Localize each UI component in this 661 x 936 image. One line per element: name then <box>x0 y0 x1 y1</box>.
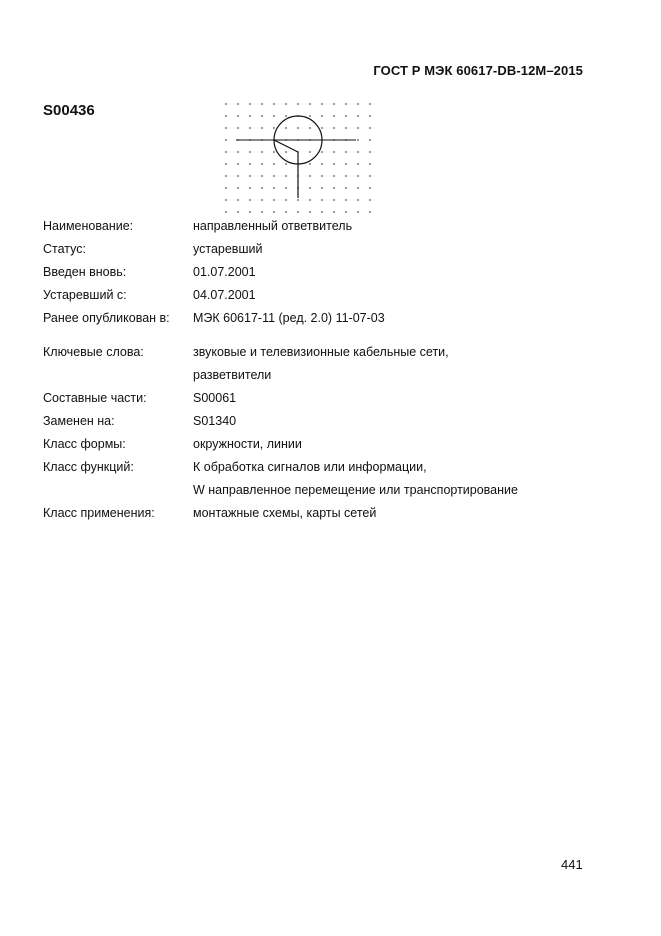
grid-dot <box>261 163 263 165</box>
field-label: Ранее опубликован в: <box>43 311 170 325</box>
grid-dot <box>225 151 227 153</box>
grid-dot <box>297 103 299 105</box>
grid-dot <box>345 115 347 117</box>
grid-dot <box>333 187 335 189</box>
grid-dot <box>273 127 275 129</box>
grid-dot <box>261 127 263 129</box>
grid-dot <box>285 211 287 213</box>
grid-dot <box>369 211 371 213</box>
grid-dot <box>309 127 311 129</box>
grid-dot <box>369 199 371 201</box>
grid-dot <box>285 199 287 201</box>
grid-dot <box>249 187 251 189</box>
grid-dot <box>261 115 263 117</box>
field-label: Ключевые слова: <box>43 345 144 359</box>
field-value: звуковые и телевизионные кабельные сети, <box>193 345 449 359</box>
grid-dot <box>249 211 251 213</box>
grid-dot <box>261 175 263 177</box>
field-label: Статус: <box>43 242 86 256</box>
grid-dot <box>237 163 239 165</box>
grid-dot <box>369 151 371 153</box>
grid-dot <box>249 151 251 153</box>
grid-dot <box>225 187 227 189</box>
grid-dot <box>321 103 323 105</box>
grid-dot <box>321 187 323 189</box>
grid-dot <box>237 103 239 105</box>
grid-dot <box>345 199 347 201</box>
field-value: устаревший <box>193 242 263 256</box>
grid-dot <box>345 151 347 153</box>
grid-dot <box>309 163 311 165</box>
grid-dot <box>321 211 323 213</box>
grid-dot <box>357 187 359 189</box>
grid-dot <box>309 187 311 189</box>
grid-dot <box>273 175 275 177</box>
grid-dot <box>237 199 239 201</box>
field-value-continuation: разветвители <box>193 368 272 382</box>
grid-dot <box>357 127 359 129</box>
grid-dot <box>273 163 275 165</box>
symbol-diagonal-line <box>274 140 298 152</box>
grid-dot <box>285 163 287 165</box>
grid-dot <box>333 199 335 201</box>
grid-dot <box>345 127 347 129</box>
grid-dot <box>333 115 335 117</box>
grid-dot <box>333 175 335 177</box>
grid-dot <box>225 175 227 177</box>
grid-dot <box>333 211 335 213</box>
grid-dot <box>357 199 359 201</box>
grid-dot <box>369 103 371 105</box>
grid-dot <box>237 187 239 189</box>
grid-dot <box>225 163 227 165</box>
grid-dot <box>237 211 239 213</box>
field-value: S00061 <box>193 391 237 405</box>
grid-dot <box>285 127 287 129</box>
grid-dot <box>237 175 239 177</box>
grid-dot <box>249 199 251 201</box>
grid-dot <box>237 151 239 153</box>
grid-dot <box>249 103 251 105</box>
grid-dot <box>285 103 287 105</box>
grid-dot <box>249 163 251 165</box>
grid-dot <box>345 163 347 165</box>
grid-dot <box>345 103 347 105</box>
field-value: монтажные схемы, карты сетей <box>193 506 377 520</box>
grid-dot <box>333 103 335 105</box>
grid-dot <box>333 127 335 129</box>
grid-dot <box>309 151 311 153</box>
grid-dot <box>309 103 311 105</box>
grid-dot <box>321 175 323 177</box>
grid-dot <box>225 103 227 105</box>
grid-dot <box>297 199 299 201</box>
field-label: Класс формы: <box>43 437 126 451</box>
grid-dot <box>345 187 347 189</box>
document-header: ГОСТ Р МЭК 60617-DB-12M–2015 <box>373 63 583 78</box>
grid-dot <box>237 127 239 129</box>
grid-dot <box>357 151 359 153</box>
grid-dot <box>261 151 263 153</box>
grid-dot <box>273 103 275 105</box>
grid-dot <box>225 199 227 201</box>
grid-dot <box>345 211 347 213</box>
grid-dot <box>261 199 263 201</box>
field-value: 01.07.2001 <box>193 265 256 279</box>
grid-dot <box>321 127 323 129</box>
grid-dot <box>321 151 323 153</box>
grid-dot <box>321 199 323 201</box>
grid-dot <box>321 115 323 117</box>
grid-dot <box>357 103 359 105</box>
grid-dot <box>273 151 275 153</box>
page-number: 441 <box>561 857 583 872</box>
symbol-code: S00436 <box>43 102 95 119</box>
grid-dot <box>297 211 299 213</box>
field-value-continuation: W направленное перемещение или транспортирование <box>193 483 518 497</box>
field-label: Наименование: <box>43 219 134 233</box>
grid-dot <box>369 175 371 177</box>
field-value: направленный ответвитель <box>193 219 353 233</box>
field-value: окружности, линии <box>193 437 302 451</box>
grid-dot <box>333 163 335 165</box>
grid-dot <box>249 127 251 129</box>
grid-dot <box>285 175 287 177</box>
grid-dot <box>285 187 287 189</box>
grid-dot <box>357 115 359 117</box>
field-value: 04.07.2001 <box>193 288 256 302</box>
grid-dot <box>225 127 227 129</box>
grid-dot <box>261 187 263 189</box>
grid-dot <box>309 199 311 201</box>
field-label: Устаревший с: <box>43 288 127 302</box>
grid-dot <box>261 211 263 213</box>
grid-dot <box>273 115 275 117</box>
field-label: Введен вновь: <box>43 265 127 279</box>
grid-dot <box>249 175 251 177</box>
field-value: МЭК 60617-11 (ред. 2.0) 11-07-03 <box>193 311 385 325</box>
grid-dot <box>225 139 227 141</box>
grid-dot <box>369 127 371 129</box>
field-label: Класс применения: <box>43 506 155 520</box>
grid-dot <box>333 151 335 153</box>
grid-dot <box>225 211 227 213</box>
grid-dot <box>273 211 275 213</box>
grid-dot <box>369 139 371 141</box>
field-label: Класс функций: <box>43 460 134 474</box>
grid-dot <box>369 163 371 165</box>
grid-dot <box>321 163 323 165</box>
grid-dot <box>357 139 359 141</box>
grid-dot <box>225 115 227 117</box>
grid-dot <box>309 175 311 177</box>
grid-dot <box>285 115 287 117</box>
grid-dot <box>309 211 311 213</box>
grid-dot <box>357 211 359 213</box>
grid-dot <box>345 175 347 177</box>
field-value: S01340 <box>193 414 237 428</box>
grid-dot <box>261 103 263 105</box>
grid-dot <box>369 115 371 117</box>
field-label: Заменен на: <box>43 414 115 428</box>
grid-dot <box>273 199 275 201</box>
grid-dot <box>249 115 251 117</box>
grid-dot <box>285 151 287 153</box>
grid-dot <box>273 187 275 189</box>
grid-dot <box>237 115 239 117</box>
field-value: К обработка сигналов или информации, <box>193 460 427 474</box>
grid-dot <box>369 187 371 189</box>
directional-coupler-symbol-icon <box>222 100 374 216</box>
grid-dot <box>297 127 299 129</box>
field-label: Составные части: <box>43 391 147 405</box>
grid-dot <box>357 163 359 165</box>
grid-dot <box>309 115 311 117</box>
grid-dot <box>357 175 359 177</box>
